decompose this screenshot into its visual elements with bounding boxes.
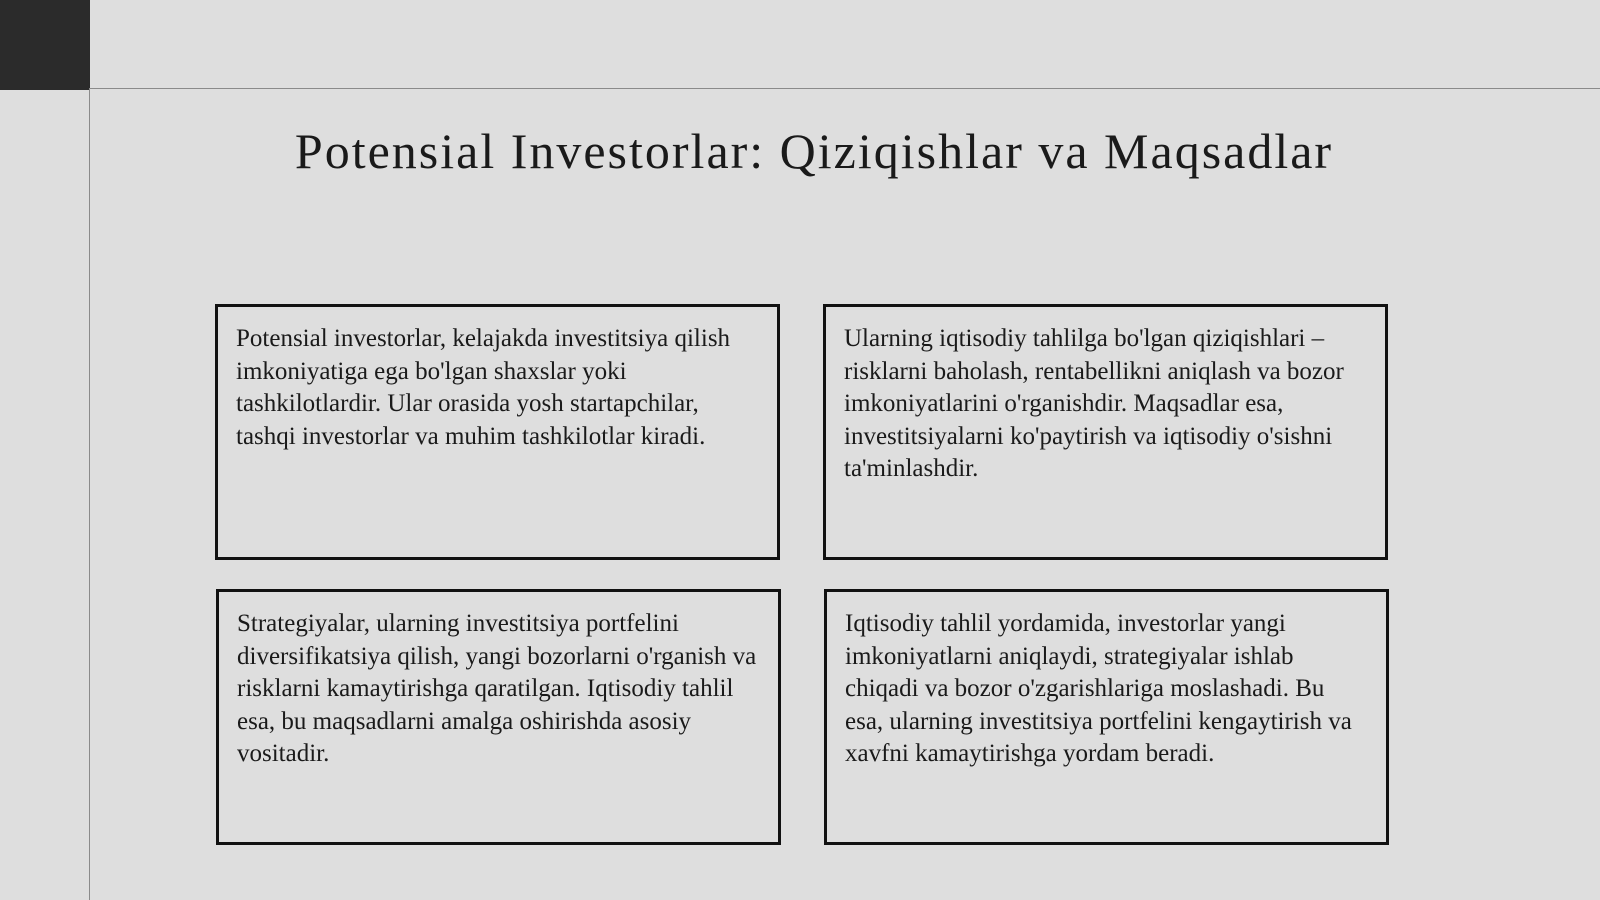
vertical-divider: [89, 88, 90, 900]
text-card-2: [823, 304, 1388, 560]
text-card-3: [216, 589, 781, 845]
slide-title: Potensial Investorlar: Qiziqishlar va Maqsadlar: [294, 123, 1334, 179]
horizontal-divider: [90, 88, 1600, 89]
card-text: Ularning iqtisodiy tahlilga bo'lgan qiziqishlari – risklarni baholash, rentabellikni aniqlash va bozor imkoniyatlarini o'rganishdir. Maqsadlar esa, investitsiyalarni ko'paytirish va iqtisodiy o'sishni ta'minlashdir.: [844, 325, 1344, 482]
corner-decoration: [0, 0, 90, 90]
card-text: Strategiyalar, ularning investitsiya portfelini diversifikatsiya qilish, yangi bozorlarni o'rganish va risklarni kamaytirishga qaratilgan. Iqtisodiy tahlil esa, bu maqsadlarni amalga oshirishda asosiy vositadir.: [237, 610, 757, 767]
text-card-1: [215, 304, 780, 560]
text-card-4: [824, 589, 1389, 845]
card-text: Iqtisodiy tahlil yordamida, investorlar yangi imkoniyatlarni aniqlaydi, strategiyalar ishlab chiqadi va bozor o'zgarishlariga moslashadi. Bu esa, ularning investitsiya portfelini kengaytirish va xavfni kamaytirishga yordam beradi.: [845, 610, 1352, 767]
card-text: Potensial investorlar, kelajakda investitsiya qilish imkoniyatiga ega bo'lgan shaxslar yoki tashkilotlardir. Ular orasida yosh startapchilar, tashqi investorlar va muhim tashkilotlar kiradi.: [236, 325, 731, 450]
